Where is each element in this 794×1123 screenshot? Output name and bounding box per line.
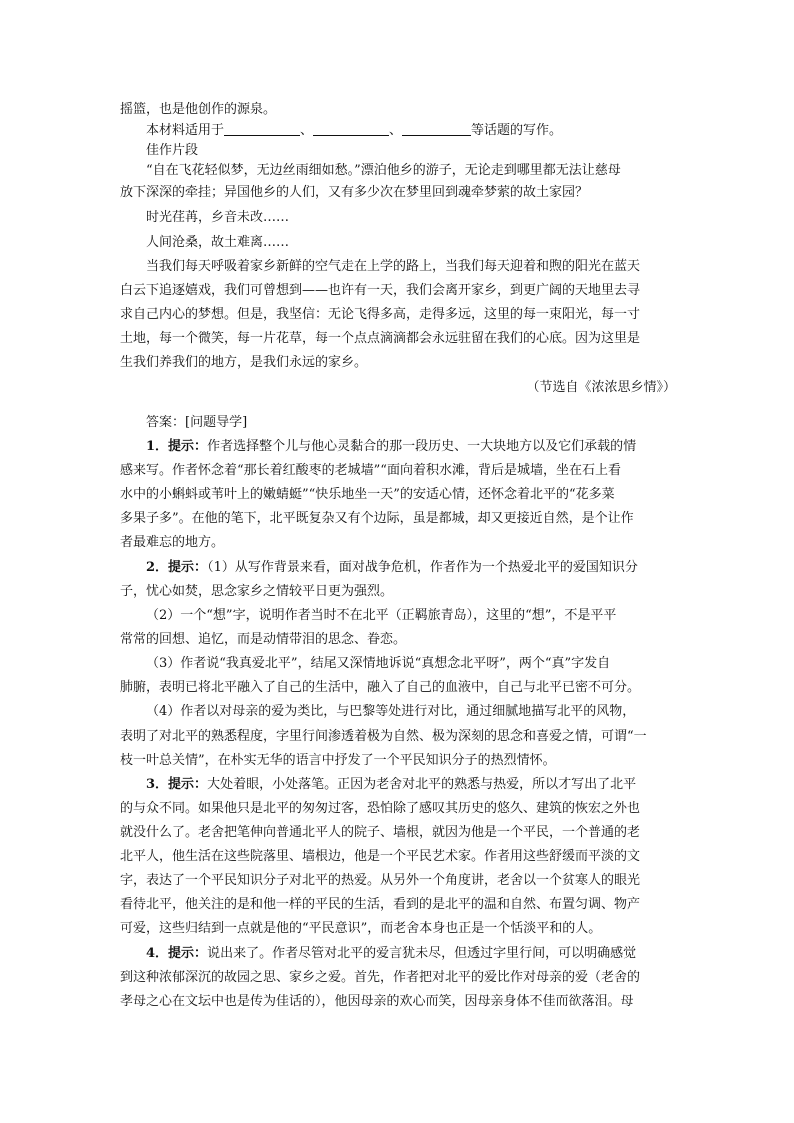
answer-2-line: 2．提示：（1）从写作背景来看，面对战争危机，作者作为一个热爱北平的爱国知识分 [146, 560, 638, 575]
text-line: 时光荏苒，乡音未改…… [146, 210, 290, 225]
text-line: 字，表达了一个平民知识分子对北平的热爱。从另外一个角度讲，老舍以一个贫寒人的眼光 [120, 873, 641, 888]
text-line: （3）作者说“我真爱北平”，结尾又深情地诉说“真想念北平呀”，两个“真”字发自 [146, 656, 611, 671]
text-line: 子，忧心如焚，思念家乡之情较平日更为强烈。 [120, 584, 394, 599]
text-line: 看待北平，他关注的是和他一样的平民的生活，看到的是北平的温和自然、布置匀调、物产 [120, 897, 641, 912]
text-line: 枝一叶总关情”，在朴实无华的语言中抒发了一个平民知识分子的热烈情怀。 [120, 753, 556, 768]
source-citation: （节选自《浓浓思乡情》） [526, 380, 676, 395]
text-line: 北平人，他生活在这些院落里、墙根边，他是一个平民艺术家。作者用这些舒缓而平淡的文 [120, 849, 641, 864]
text-line: 的与众不同。如果他只是北平的匆匆过客，恐怕除了感叹其历史的悠久、建筑的恢宏之外也 [120, 801, 641, 816]
answer-3-line: 3．提示：大处着眼，小处落笔。正因为老舍对北平的熟悉与热爱，所以才写出了北平 [146, 777, 637, 792]
text-line: 土地，每一个微笑，每一片花草，每一个点点滴滴都会永远驻留在我们的心底。因为这里是 [120, 331, 641, 346]
text-line: 水中的小蝌蚪或苇叶上的嫩蜻蜓”“快乐地坐一天”的安适心情，还怀念着北平的“花多菜 [120, 487, 615, 502]
text-line: （4）作者以对母亲的爱为类比，与巴黎等处进行对比，通过细腻地描写北平的风物， [146, 704, 636, 719]
answer-4-line: 4．提示：说出来了。作者尽管对北平的爱言犹未尽，但透过字里行间，可以明确感觉 [146, 946, 637, 961]
text-line: “自在飞花轻似梦，无边丝雨细如愁。”漂泊他乡的游子，无论走到哪里都无法让慈母 [146, 163, 621, 178]
answer-1-line: 1．提示：作者选择整个儿与他心灵黏合的那一段历史、一大块地方以及它们承载的情 [146, 439, 637, 454]
text-line: 感来写。作者怀念着“那长着红酸枣的老城墙”“面向着积水滩，背后是城墙，坐在石上看 [120, 463, 621, 478]
text-line: 生我们养我们的地方，是我们永远的家乡。 [120, 355, 368, 370]
text-line: 者最难忘的地方。 [120, 535, 225, 550]
text-line: 摇篮，也是他创作的源泉。 [120, 102, 277, 117]
text-line: 到这种浓郁深沉的故园之思、家乡之爱。首先，作者把对北平的爱比作对母亲的爱（老舍的 [120, 970, 641, 985]
fill-in-blank-line: 本材料适用于 、 、 等话题的写作。 [146, 123, 563, 138]
section-heading: 佳作片段 [146, 143, 199, 158]
blank-2[interactable] [313, 121, 389, 136]
text-line: 就没什么了。老舍把笔伸向普通北平人的院子、墙根，就因为他是一个平民，一个普通的老 [120, 825, 641, 840]
text-line: 人间沧桑，故土难离…… [146, 235, 290, 250]
text-line: 常常的回想、追忆，而是动情带泪的思念、眷恋。 [120, 632, 407, 647]
text-line: 表明了对北平的熟悉程度，字里行间渗透着极为自然、极为深刻的思念和喜爱之情，可谓“一 [120, 729, 647, 744]
text-line: 放下深深的牵挂；异国他乡的人们，又有多少次在梦里回到魂牵梦萦的故土家园？ [120, 185, 589, 200]
text-line: 求自己内心的梦想。但是，我坚信：无论飞得多高，走得多远，这里的每一束阳光，每一寸 [120, 307, 641, 322]
text-line: 肺腑，表明已将北平融入了自己的生活中，融入了自己的血液中，自己与北平已密不可分。 [120, 680, 641, 695]
text-line: 多果子多”。在他的笔下，北平既复杂又有个边际，虽是都城，却又更接近自然，是个让作 [120, 511, 634, 526]
text-line: 白云下追逐嬉戏，我们可曾想到——也许有一天，我们会离开家乡，到更广阔的天地里去寻 [120, 283, 641, 298]
text-line: （2）一个“想”字，说明作者当时不在北平（正羁旅青岛），这里的“想”，不是平平 [146, 608, 617, 623]
blank-1[interactable] [224, 121, 300, 136]
answer-heading: 答案：[问题导学] [146, 415, 248, 430]
blank-3[interactable] [402, 121, 471, 136]
text-line: 当我们每天呼吸着家乡新鲜的空气走在上学的路上，当我们每天迎着和煦的阳光在蓝天 [146, 259, 641, 274]
text-line: 孝母之心在文坛中也是传为佳话的），他因母亲的欢心而笑，因母亲身体不佳而欲落泪。母 [120, 994, 634, 1009]
text-line: 可爱，这些归结到一点就是他的“平民意识”，而老舍本身也正是一个恬淡平和的人。 [120, 921, 602, 936]
